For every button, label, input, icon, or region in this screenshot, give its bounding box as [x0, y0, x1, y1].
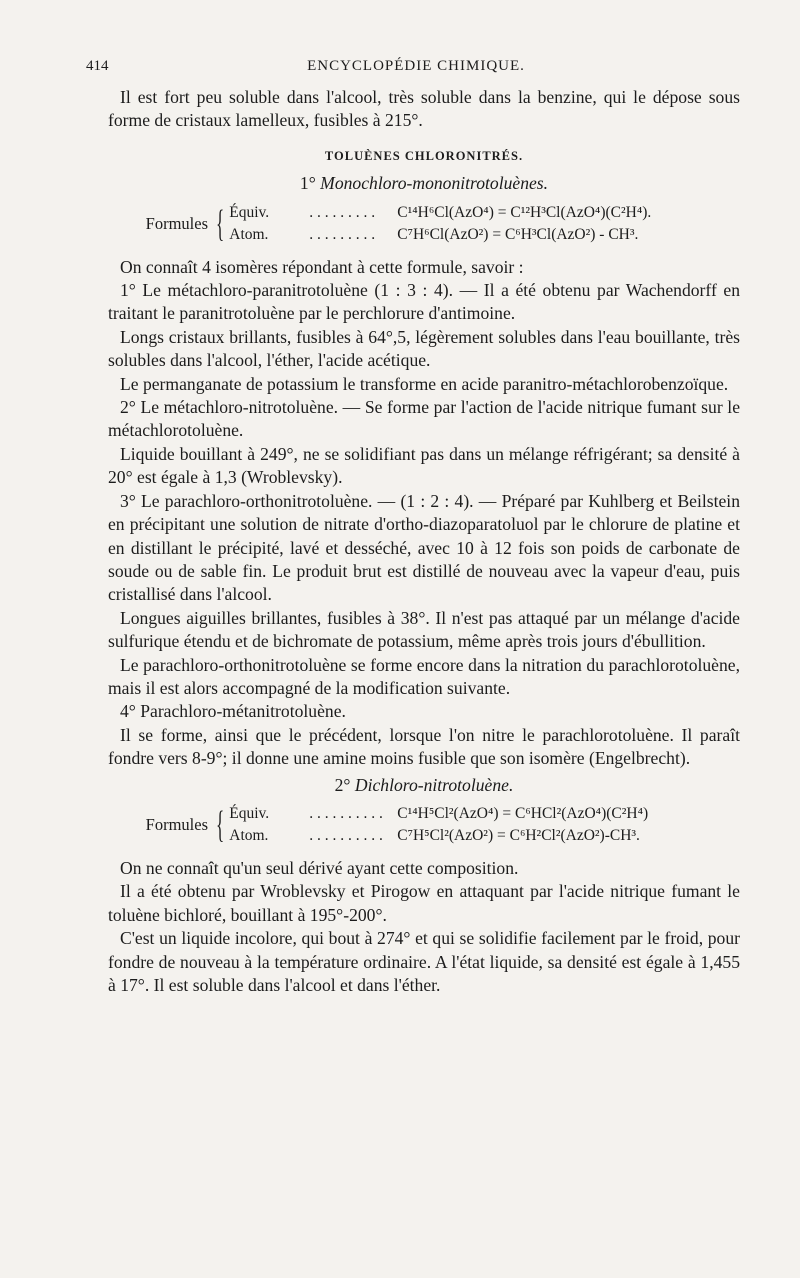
paragraph: C'est un liquide incolore, qui bout à 274° et qui se solidifie facilement par le froid, pour fondre de nouveau à la température ordinaire. A l'état liquide, sa densité est égale à 1,455 à 17°. Il est soluble dans l'alcool et dans l'éther.	[108, 928, 740, 995]
dot-leaders: . . . . . . . . . .	[309, 804, 383, 822]
dot-leaders: . . . . . . . . .	[309, 225, 376, 243]
formula-name: Équiv.	[229, 203, 270, 221]
formula-block-1	[108, 202, 740, 246]
formula-rows	[229, 202, 740, 246]
paragraph: On ne connaît qu'un seul dérivé ayant cette composition.	[120, 857, 519, 878]
formula-label: Formules	[145, 213, 208, 233]
formula-equation: C⁷H⁵Cl²(AzO²) = C⁶H²Cl²(AzO²)-CH³.	[397, 826, 640, 844]
formula-name: Atom.	[229, 826, 269, 844]
heading-number: 1°	[299, 173, 316, 194]
paragraph: On connaît 4 isomères répondant à cette formule, savoir :	[120, 256, 524, 277]
paragraph: 1° Le métachloro-paranitrotoluène (1 : 3 : 4). — Il a été obtenu par Wachendorff en traitant le paranitrotoluène par le perchlorure d'antimoine.	[108, 280, 740, 324]
page-header	[86, 58, 746, 82]
dot-leaders: . . . . . . . . . .	[309, 826, 383, 844]
paragraph: 3° Le parachloro-orthonitrotoluène. — (1 : 2 : 4). — Préparé par Kuhlberg et Beilstein en précipitant une solution de nitrate d'ortho-diazoparatoluol par le chlorure de platine et en distillant le précipité, lavé et desséché, avec 10 à 12 fois son poids de carbonate de soude ou de sable fin. Le produit brut est distillé de nouveau avec la vapeur d'eau, puis cristallisé dans l'alcool.	[108, 490, 740, 605]
paragraph: Longues aiguilles brillantes, fusibles à 38°. Il n'est pas attaqué par un mélange d'acide sulfurique étendu et de bichromate de potassium, même après trois jours d'ébullition.	[108, 607, 740, 652]
formula-row	[229, 803, 740, 825]
brace-glyph: {	[216, 202, 225, 245]
paragraph: Il se forme, ainsi que le précédent, lorsque l'on nitre le parachlorotoluène. Il paraît fondre vers 8-9°; il donne une amine moins fusible que son isomère (Engelbrecht).	[108, 724, 740, 769]
formula-rows	[229, 803, 740, 847]
formula-label: Formules	[145, 814, 208, 834]
formula-equation: C⁷H⁶Cl(AzO²) = C⁶H³Cl(AzO²) - CH³.	[397, 225, 639, 243]
paragraph: Il a été obtenu par Wroblevsky et Pirogow en attaquant par l'acide nitrique fumant le toluène bichloré, bouillant à 195°-200°.	[108, 881, 740, 925]
heading-text: Monochloro-mononitrotoluènes.	[320, 173, 549, 194]
formula-block-2	[108, 803, 740, 847]
subsection-heading-1	[108, 172, 740, 195]
page-body	[108, 86, 740, 997]
page-number: 414	[86, 58, 109, 74]
subsection-heading-2	[108, 774, 740, 797]
paragraph: Longs cristaux brillants, fusibles à 64°,5, légèrement solubles dans l'eau bouillante, très solubles dans l'alcool, l'éther, l'acide acétique.	[108, 326, 740, 371]
formula-equation: C¹⁴H⁵Cl²(AzO⁴) = C⁶HCl²(AzO⁴)(C²H⁴)	[397, 804, 649, 822]
section-title: TOLUÈNES CHLORONITRÉS.	[324, 148, 524, 163]
formula-name: Équiv.	[229, 804, 270, 822]
heading-number: 2°	[334, 774, 351, 795]
intro-paragraph: Il est fort peu soluble dans l'alcool, très soluble dans la benzine, qui le dépose sous forme de cristaux lamelleux, fusibles à 215°.	[108, 87, 740, 131]
paragraph: Le parachloro-orthonitrotoluène se forme encore dans la nitration du parachlorotoluène, mais il est alors accompagné de la modification suivante.	[108, 654, 740, 698]
running-head: ENCYCLOPÉDIE CHIMIQUE.	[307, 58, 525, 74]
brace-glyph: {	[216, 803, 225, 846]
paragraph: Le permanganate de potassium le transforme en acide paranitro-métachlorobenzoïque.	[120, 373, 729, 394]
paragraph: 2° Le métachloro-nitrotoluène. — Se forme par l'action de l'acide nitrique fumant sur le métachlorotoluène.	[108, 397, 740, 441]
paragraph: Liquide bouillant à 249°, ne se solidifiant pas dans un mélange réfrigérant; sa densité à 20° est égale à 1,3 (Wroblevsky).	[108, 443, 740, 488]
formula-row	[229, 224, 740, 246]
formula-equation: C¹⁴H⁶Cl(AzO⁴) = C¹²H³Cl(AzO⁴)(C²H⁴).	[397, 203, 652, 221]
paragraph-heading: 4° Parachloro-métanitrotoluène.	[120, 701, 346, 722]
dot-leaders: . . . . . . . . .	[309, 203, 376, 221]
formula-row	[229, 825, 740, 847]
formula-row	[229, 202, 740, 224]
heading-text: Dichloro-nitrotoluène.	[354, 774, 514, 795]
formula-name: Atom.	[229, 225, 269, 243]
